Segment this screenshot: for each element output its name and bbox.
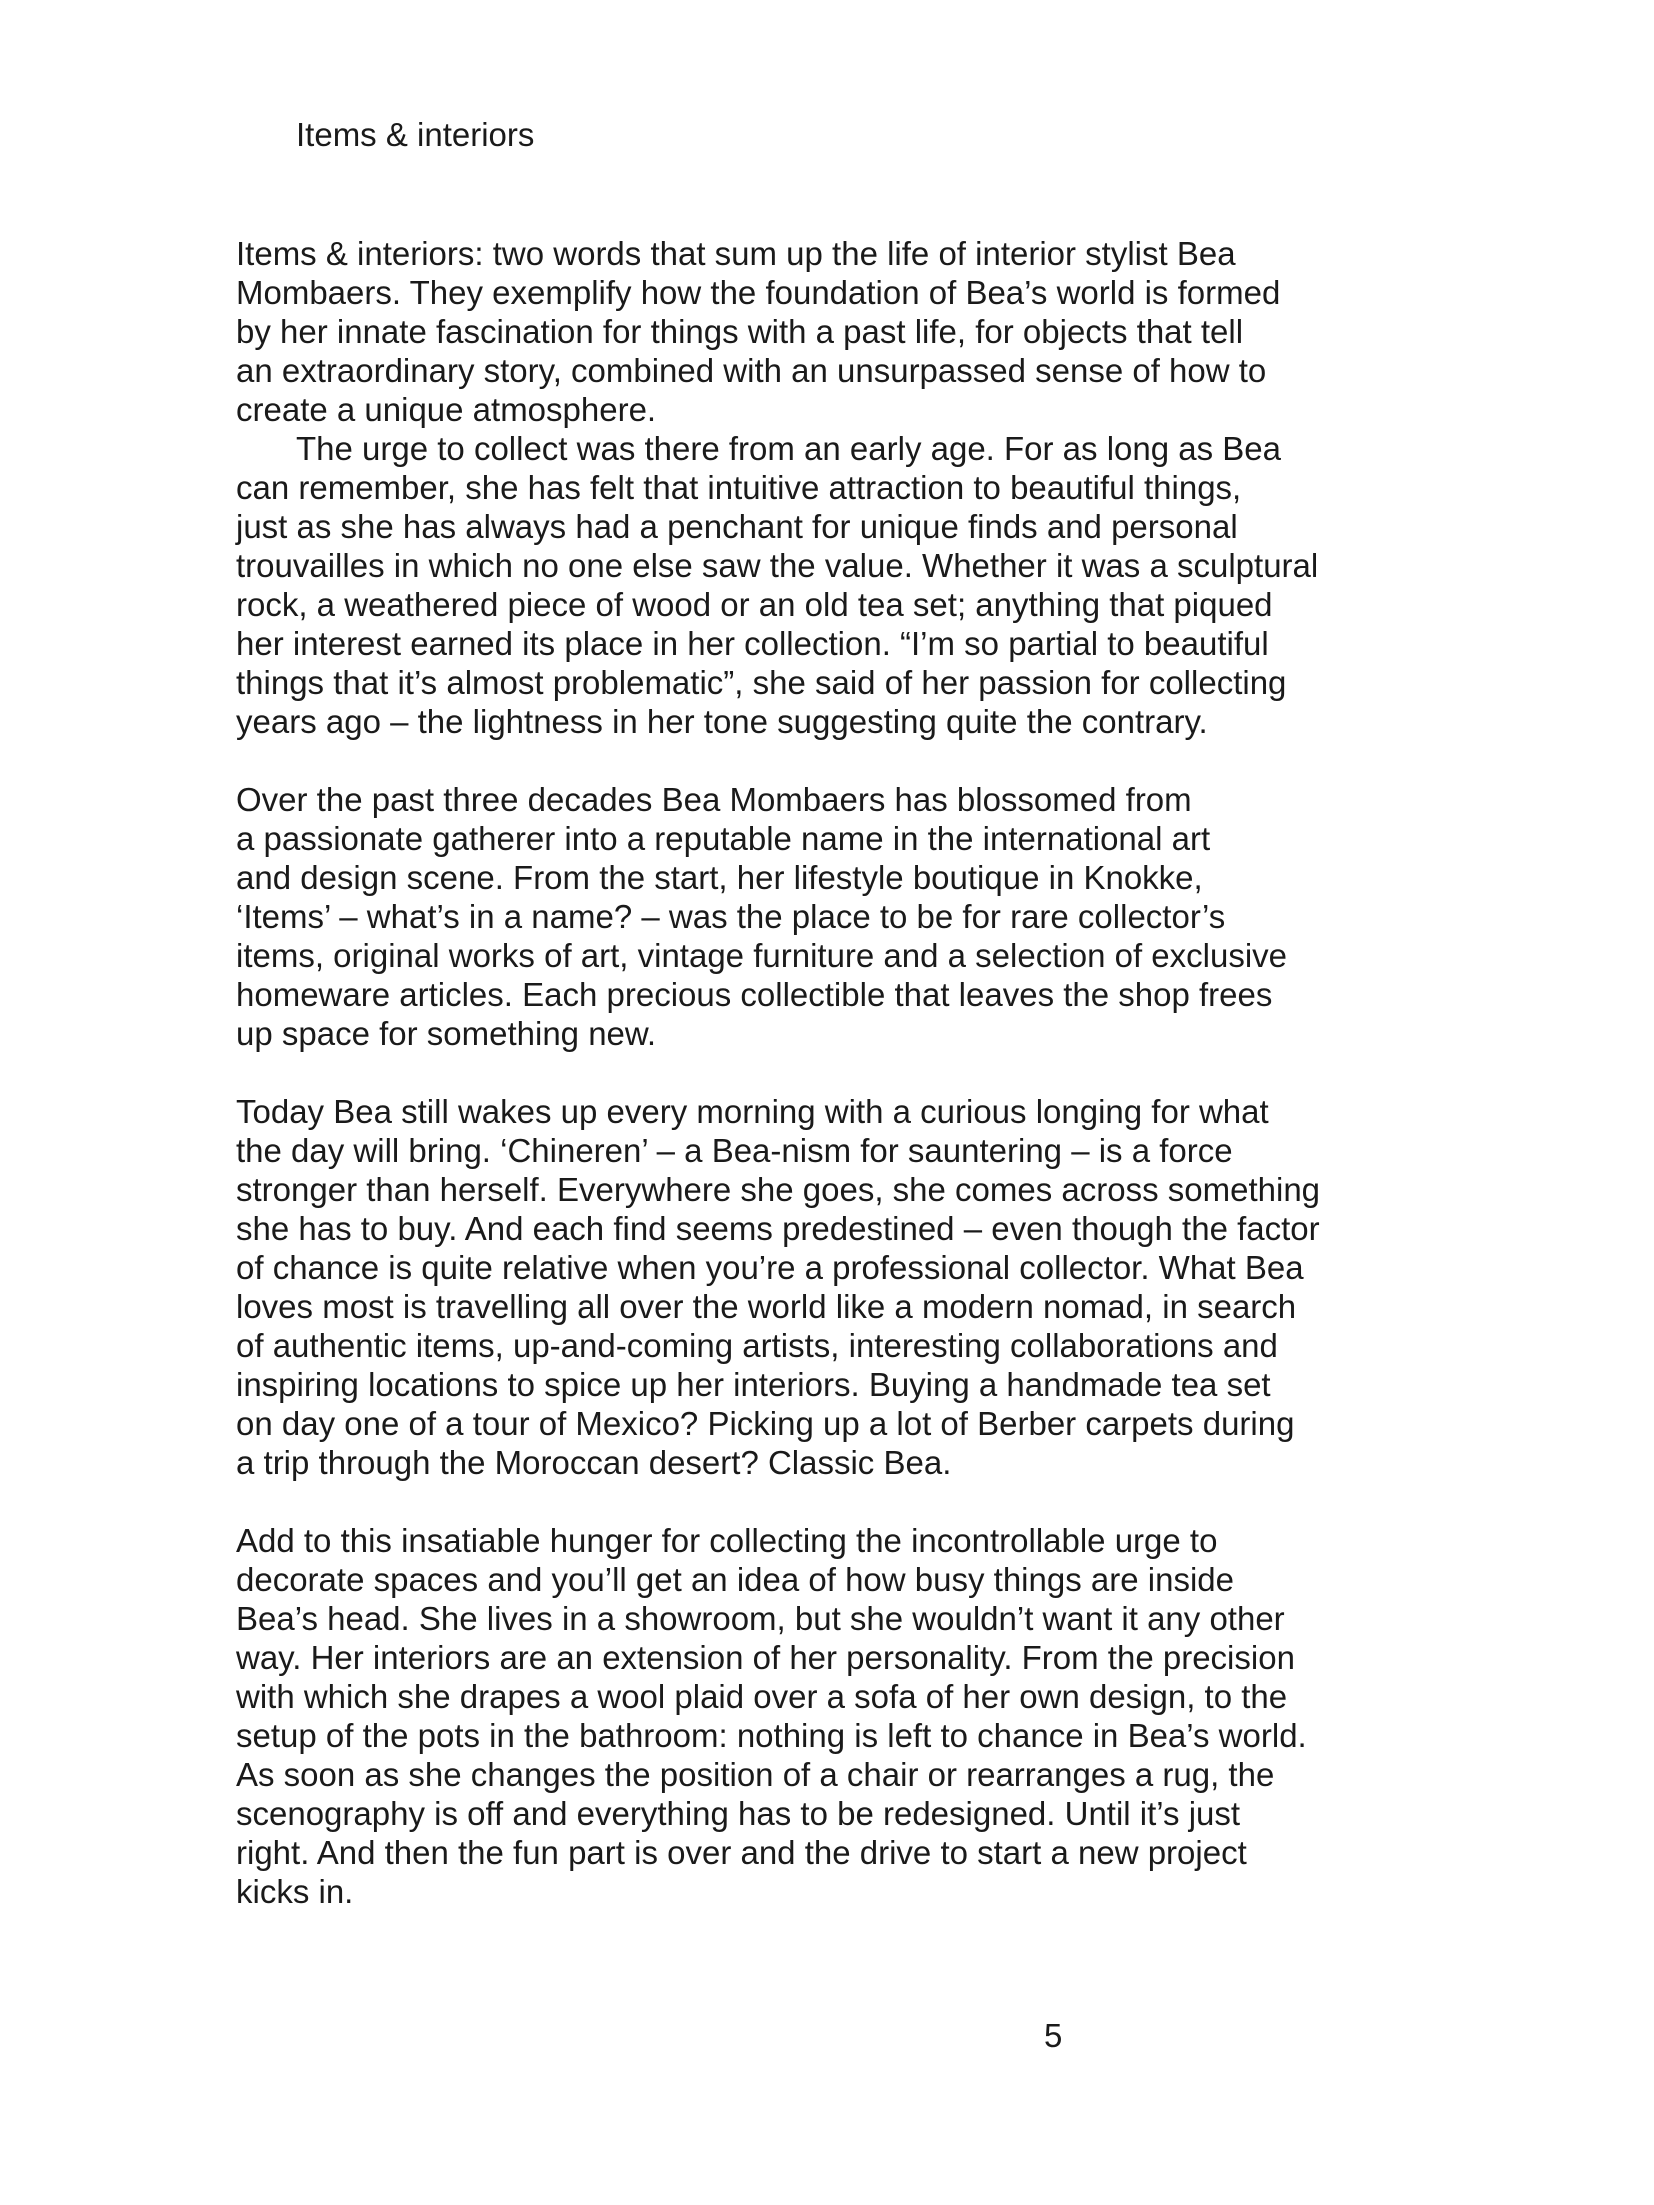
text-line: trouvailles in which no one else saw the value. Whether it was a sculptural — [236, 547, 1319, 584]
text-line: kicks in. — [236, 1873, 354, 1910]
text-line: Mombaers. They exemplify how the foundation of Bea’s world is formed — [236, 274, 1281, 311]
text-line: decorate spaces and you’ll get an idea of how busy things are inside — [236, 1561, 1234, 1598]
text-line: Today Bea still wakes up every morning with a curious longing for what — [236, 1093, 1269, 1130]
text-line: Add to this insatiable hunger for collecting the incontrollable urge to — [236, 1522, 1218, 1559]
paragraph — [236, 1092, 1361, 1482]
text-line: Items & interiors: two words that sum up the life of interior stylist Bea — [236, 235, 1236, 272]
text-line: ‘Items’ – what’s in a name? – was the place to be for rare collector’s — [236, 898, 1226, 935]
text-line: a trip through the Moroccan desert? Classic Bea. — [236, 1444, 952, 1481]
paragraph — [236, 780, 1361, 1053]
body-text — [236, 234, 1361, 1911]
text-line: things that it’s almost problematic”, she said of her passion for collecting — [236, 664, 1287, 701]
text-line: Over the past three decades Bea Mombaers has blossomed from — [236, 781, 1192, 818]
paragraph — [236, 429, 1361, 741]
text-line: an extraordinary story, combined with an unsurpassed sense of how to — [236, 352, 1267, 389]
text-line: The urge to collect was there from an early age. For as long as Bea — [296, 430, 1282, 467]
text-line: and design scene. From the start, her lifestyle boutique in Knokke, — [236, 859, 1203, 896]
text-line: items, original works of art, vintage furniture and a selection of exclusive — [236, 937, 1288, 974]
text-line: of chance is quite relative when you’re a professional collector. What Bea — [236, 1249, 1304, 1286]
text-line: right. And then the fun part is over and the drive to start a new project — [236, 1834, 1247, 1871]
text-line: a passionate gatherer into a reputable name in the international art — [236, 820, 1211, 857]
text-line: create a unique atmosphere. — [236, 391, 657, 428]
text-line: rock, a weathered piece of wood or an old tea set; anything that piqued — [236, 586, 1273, 623]
text-line: stronger than herself. Everywhere she goes, she comes across something — [236, 1171, 1321, 1208]
text-line: with which she drapes a wool plaid over a sofa of her own design, to the — [236, 1678, 1288, 1715]
page-title: Items & interiors — [296, 116, 535, 153]
text-line: can remember, she has felt that intuitive attraction to beautiful things, — [236, 469, 1242, 506]
text-line: up space for something new. — [236, 1015, 657, 1052]
text-line: her interest earned its place in her collection. “I’m so partial to beautiful — [236, 625, 1269, 662]
text-line: setup of the pots in the bathroom: nothing is left to chance in Bea’s world. — [236, 1717, 1307, 1754]
paragraph — [236, 234, 1361, 429]
text-line: by her innate fascination for things with a past life, for objects that tell — [236, 313, 1244, 350]
text-line: As soon as she changes the position of a chair or rearranges a rug, the — [236, 1756, 1275, 1793]
text-line: she has to buy. And each find seems predestined – even though the factor — [236, 1210, 1320, 1247]
text-line: loves most is travelling all over the world like a modern nomad, in search — [236, 1288, 1297, 1325]
text-line: way. Her interiors are an extension of her personality. From the precision — [236, 1639, 1295, 1676]
text-line: inspiring locations to spice up her interiors. Buying a handmade tea set — [236, 1366, 1271, 1403]
paragraph — [236, 1521, 1361, 1911]
text-line: scenography is off and everything has to be redesigned. Until it’s just — [236, 1795, 1241, 1832]
text-line: years ago – the lightness in her tone suggesting quite the contrary. — [236, 703, 1208, 740]
text-line: just as she has always had a penchant for unique finds and personal — [236, 508, 1238, 545]
page-number: 5 — [1044, 2017, 1063, 2054]
text-line: homeware articles. Each precious collectible that leaves the shop frees — [236, 976, 1273, 1013]
text-line: Bea’s head. She lives in a showroom, but she wouldn’t want it any other — [236, 1600, 1285, 1637]
text-line: of authentic items, up-and-coming artists, interesting collaborations and — [236, 1327, 1278, 1364]
text-line: the day will bring. ‘Chineren’ – a Bea-nism for sauntering – is a force — [236, 1132, 1233, 1169]
text-line: on day one of a tour of Mexico? Picking up a lot of Berber carpets during — [236, 1405, 1295, 1442]
